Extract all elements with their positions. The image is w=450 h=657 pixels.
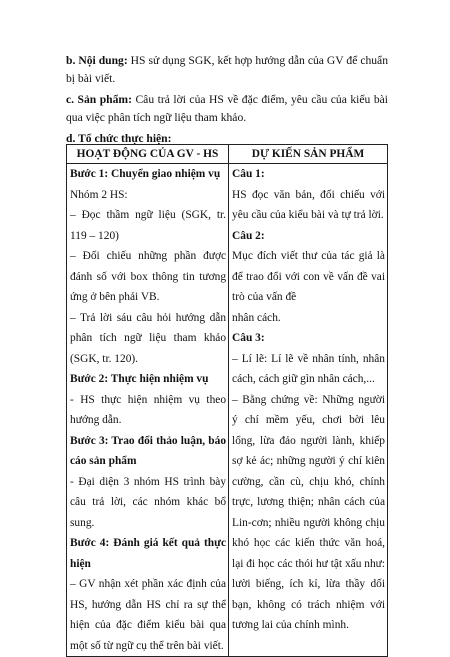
step1-title: Bước 1: Chuyển giao nhiệm vụ xyxy=(70,168,221,180)
step4-text: – GV nhận xét phần xác định của HS, hướng dẫn HS chỉ ra sự thể hiện của đặc điểm kiểu bài qua một số từ ngữ cụ thể trên bài viết. xyxy=(70,578,227,652)
product-paragraph xyxy=(66,91,388,127)
step1-line: Nhóm 2 HS: xyxy=(70,188,128,201)
product-text: Câu trả lời của HS về đặc điểm, yêu cầu của kiểu bài qua việc phân tích ngữ liệu tham khảo. xyxy=(66,93,388,124)
step4-title: Bước 4: Đánh giá kết quả thực hiện xyxy=(70,537,227,570)
question3-line: – Bằng chứng về: Những người ý chí mềm yếu, chơi bời lêu lổng, lừa đảo người lành, khiếp sợ kẻ ác; những người ý chí kiên cường, cần cù, chịu khó, chính trực, lương thiện; nhân cách của Lin-cơn; nhiều người không chịu khó học các kiến thức văn hoá, lại đi học các thói hư tật xấu như: lười biếng, ích kỉ, lừa thầy dối bạn, không có trách nhiệm với tương lai của chính mình. xyxy=(232,393,385,631)
content-text: HS sử dụng SGK, kết hợp hướng dẫn của GV để chuẩn bị bài viết. xyxy=(66,54,388,85)
table-row xyxy=(67,164,388,657)
products-cell xyxy=(229,164,388,657)
product-label: c. Sản phẩm: xyxy=(66,93,132,106)
question2-text-continued: nhân cách. xyxy=(232,311,281,324)
step1-line: – Trả lời sáu câu hỏi hướng dẫn phân tích ngữ liệu tham khảo (SGK, tr. 120). xyxy=(70,311,227,365)
question2-title: Câu 2: xyxy=(232,229,265,242)
step2-text: - HS thực hiện nhiệm vụ theo hướng dẫn. xyxy=(70,393,227,426)
header-teacher-student: HOẠT ĐỘNG CỦA GV - HS xyxy=(67,145,229,164)
question1-title: Câu 1: xyxy=(232,168,265,180)
step3-title: Bước 3: Trao đổi thảo luận, báo cáo sản phẩm xyxy=(70,434,227,467)
table-header-row xyxy=(67,145,388,164)
question3-title: Câu 3: xyxy=(232,332,265,344)
question1-text: HS đọc văn bản, đối chiếu với yêu cầu của kiểu bài và tự trả lời. xyxy=(232,188,385,221)
organization-label: d. Tổ chức thực hiện: xyxy=(66,132,172,145)
header-expected-product: DỰ KIẾN SẢN PHẨM xyxy=(229,145,388,164)
question2-text: Mục đích viết thư của tác giả là để trao đổi với con về vấn đề vai trò của vấn đề xyxy=(232,250,385,303)
step1-line: – Đối chiếu những phần được đánh số với box thông tin tương ứng ở bên phải VB. xyxy=(70,250,227,303)
step3-text: - Đại diện 3 nhóm HS trình bày câu trả lời, các nhóm khác bổ sung. xyxy=(70,475,227,529)
activities-cell xyxy=(67,164,229,657)
question3-line: – Lí lẽ: Lí lẽ về nhân tính, nhân cách, cách giữ gìn nhân cách,... xyxy=(232,352,385,385)
content-label: b. Nội dung: xyxy=(66,54,128,67)
content-paragraph xyxy=(66,52,388,88)
step1-line: – Đọc thầm ngữ liệu (SGK, tr. 119 – 120) xyxy=(70,209,227,242)
step2-title: Bước 2: Thực hiện nhiệm vụ xyxy=(70,373,209,385)
activity-table xyxy=(66,144,388,657)
intro-section xyxy=(66,52,388,151)
